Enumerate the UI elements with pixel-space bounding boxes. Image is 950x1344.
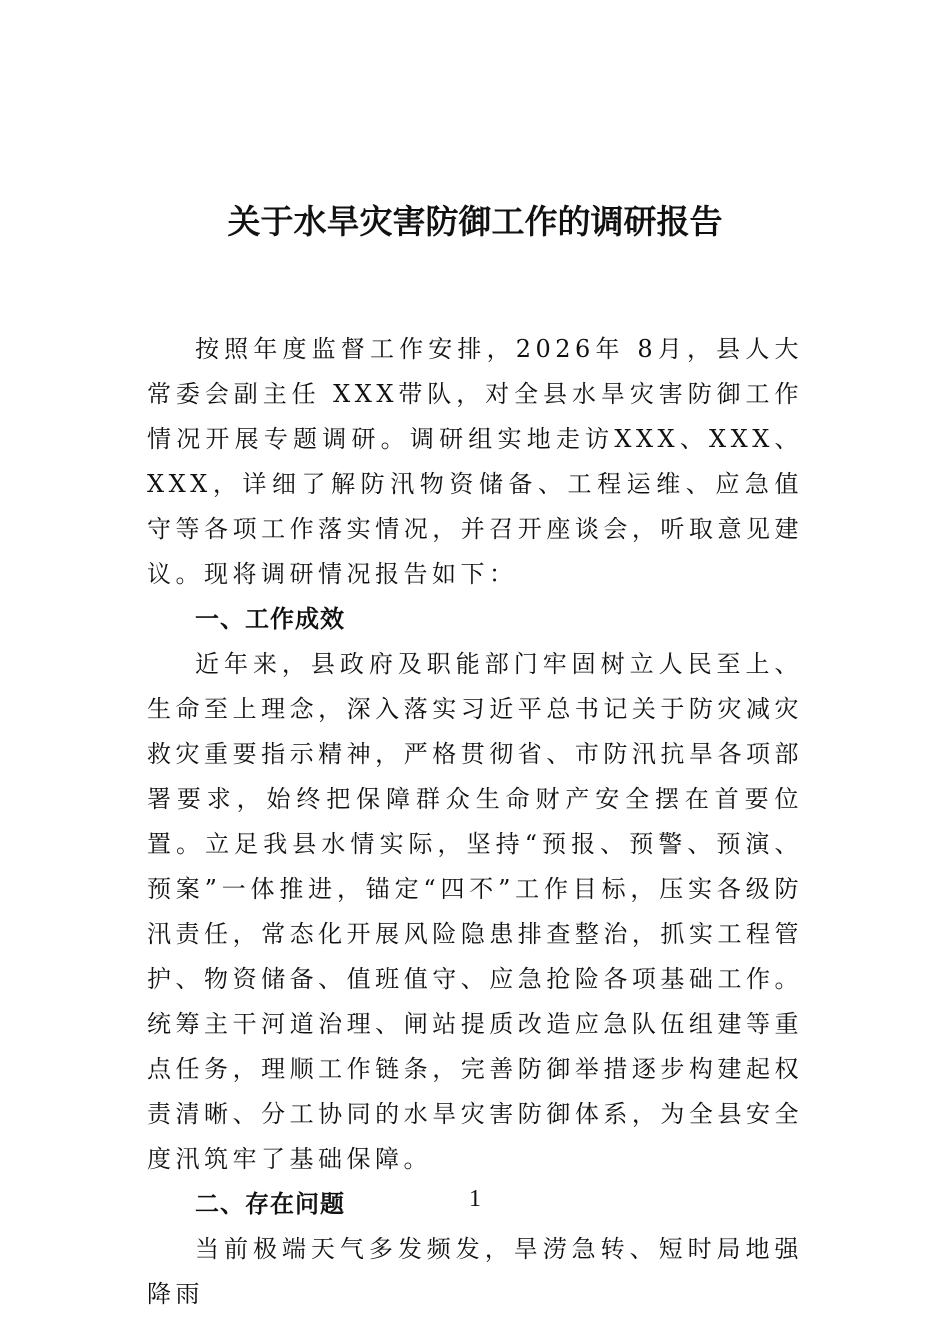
section-heading-problems: 二、存在问题 <box>195 1190 345 1218</box>
intro-paragraph: 按照年度监督工作安排，2026年 8月，县人大常委会副主任 XXX带队，对全县水旱灾害防御工作情况开展专题调研。调研组实地走访XXX、XXX、XXX，详细了解防汛物资储备、工程运维、应急值守等各项工作落实情况，并召开座谈会，听取意见建议。现将调研情况报告如下： <box>147 335 803 588</box>
section-heading-achievements: 一、工作成效 <box>195 605 345 633</box>
page-number: 1 <box>469 1186 481 1212</box>
section-body-achievements: 近年来，县政府及职能部门牢固树立人民至上、生命至上理念，深入落实习近平总书记关于防灾减灾救灾重要指示精神，严格贯彻省、市防汛抗旱各项部署要求，始终把保障群众生命财产安全摆在首要位置。立足我县水情实际，坚持“预报、预警、预演、预案”一体推进，锚定“四不”工作目标，压实各级防汛责任，常态化开展风险隐患排查整治，抓实工程管护、物资储备、值班值守、应急抢险各项基础工作。统筹主干河道治理、闸站提质改造应急队伍组建等重点任务，理顺工作链条，完善防御举措逐步构建起权责清晰、分工协同的水旱灾害防御体系，为全县安全度汛筑牢了基础保障。 <box>147 650 803 1173</box>
document-title: 关于水旱灾害防御工作的调研报告 <box>227 202 723 241</box>
document-body <box>147 327 803 1317</box>
section-body-problems: 当前极端天气多发频发，旱涝急转、短时局地强降雨 <box>147 1235 803 1308</box>
